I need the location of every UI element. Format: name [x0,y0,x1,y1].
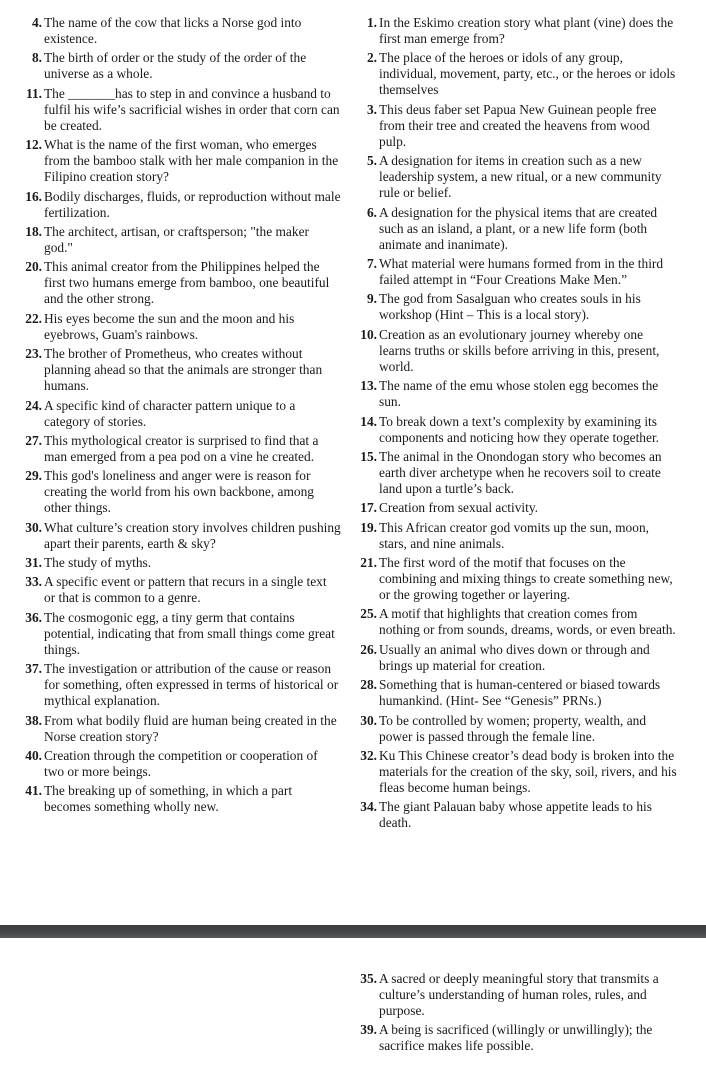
clue-text: Something that is human-centered or biased towards humankind. (Hint- See “Genesis” PRNs.) [379,677,661,709]
clue-item [21,748,341,780]
clue-item [356,520,678,552]
clue-text: The animal in the Onondogan story who becomes an earth diver archetype when he recovers soil to create land upon a turtle’s back. [379,448,662,496]
right-clue-column-bottom [356,971,678,1058]
clue-number: 17. [360,500,377,516]
clue-text: A being is sacrificed (willingly or unwillingly); the sacrifice makes life possible. [379,1022,653,1054]
clue-text: The brother of Prometheus, who creates without planning ahead so that the animals are stronger than humans. [44,346,323,394]
clue-number: 35. [360,971,377,986]
clue-number: 23. [25,346,42,362]
clue-text: The cosmogonic egg, a tiny germ that contains potential, indicating that from small things come great things. [44,609,335,657]
clue-number: 33. [25,574,42,590]
clue-item [21,574,341,606]
clue-item [356,153,678,201]
clue-item [21,137,341,185]
clue-item [356,50,678,98]
left-clue-column [21,15,341,819]
clue-number: 14. [360,413,377,429]
clue-item [21,610,341,658]
clue-text: The breaking up of something, in which a part becomes something wholly new. [44,783,293,815]
clue-number: 34. [360,799,377,815]
clue-text: The place of the heroes or idols of any group, individual, movement, party, etc., or the heroes or idols themselves [379,50,676,98]
clue-text: Creation from sexual activity. [379,500,539,516]
clue-number: 30. [25,519,42,535]
clue-item [21,661,341,709]
clue-number: 39. [360,1022,377,1038]
clue-item [21,783,341,815]
clue-number: 12. [25,137,42,153]
clue-text: The god from Sasalguan who creates souls in his workshop (Hint – This is a local story). [379,291,641,323]
clue-number: 22. [25,310,42,326]
clue-number: 25. [360,606,377,622]
clue-text: The giant Palauan baby whose appetite leads to his death. [379,799,652,831]
clue-text: This African creator god vomits up the sun, moon, stars, and nine animals. [379,519,649,551]
clue-text: Ku This Chinese creator’s dead body is broken into the materials for the creation of the sky, soil, rivers, and his fleas become human beings. [379,748,677,796]
clue-item [21,346,341,394]
clue-text: This animal creator from the Philippines helped the first two humans emerge from bamboo, one beautiful and the other strong. [44,259,330,307]
clue-number: 10. [360,326,377,342]
clue-number: 3. [366,101,377,117]
clue-item [21,224,341,256]
clue-number: 38. [25,712,42,728]
clue-text: A motif that highlights that creation comes from nothing or from sounds, dreams, words, or even breath. [379,606,676,638]
clue-text: Creation through the competition or cooperation of two or more beings. [44,748,318,780]
clue-item [21,50,341,82]
clue-text: What material were humans formed from in the third failed attempt in “Four Creations Make Men.” [379,255,664,287]
clue-number: 11. [26,85,42,101]
clue-item [356,606,678,638]
clue-item [21,713,341,745]
clue-number: 15. [360,448,377,464]
clue-text: Usually an animal who dives down or through and brings up material for creation. [379,641,650,673]
clue-number: 32. [360,748,377,764]
clue-item [356,799,678,831]
clue-text: Creation as an evolutionary journey whereby one learns truths or skills before arriving in this, present, world. [379,326,660,374]
clue-item [356,1022,678,1054]
clue-text: From what bodily fluid are human being created in the Norse creation story? [44,712,337,744]
clue-number: 30. [360,712,377,728]
clue-item [356,642,678,674]
page-divider [0,925,706,938]
clue-number: 36. [25,609,42,625]
clue-text: This deus faber set Papua New Guinean people free from their tree and created the heavens from wood pulp. [379,101,657,149]
clue-number: 31. [25,555,42,571]
clue-item [21,259,341,307]
clue-text: The name of the cow that licks a Norse god into existence. [44,15,302,46]
clue-number: 24. [25,397,42,413]
clue-number: 29. [25,468,42,484]
clue-item [21,189,341,221]
clue-text: This mythological creator is surprised to find that a man emerged from a pea pod on a vine he created. [44,432,319,464]
clue-item [356,256,678,288]
clue-text: The birth of order or the study of the order of the universe as a whole. [44,50,307,82]
clue-item [356,291,678,323]
clue-text: A specific event or pattern that recurs in a single text or that is common to a genre. [44,574,327,606]
clue-number: 21. [360,555,377,571]
clue-text: A sacred or deeply meaningful story that transmits a culture’s understanding of human roles, rules, and purpose. [379,971,659,1018]
clue-item [356,555,678,603]
clue-item [21,86,341,134]
clue-number: 4. [31,15,42,30]
clue-text: What is the name of the first woman, who emerges from the bamboo stalk with her male companion in the Filipino creation story? [44,137,339,185]
clue-number: 18. [25,223,42,239]
clue-text: The _______has to step in and convince a husband to fulfil his wife’s sacrificial wishes in order that corn can be created. [44,85,340,133]
clue-number: 2. [366,50,377,66]
clue-text: The study of myths. [44,555,152,571]
clue-item [356,449,678,497]
clue-number: 28. [360,677,377,693]
clue-number: 13. [360,378,377,394]
clue-item [21,520,341,552]
clue-item [356,102,678,150]
clue-number: 19. [360,519,377,535]
clue-text: This god's loneliness and anger were is reason for creating the world from his own backbone, among other things. [44,468,314,516]
clue-text: What culture’s creation story involves children pushing apart their parents, earth & sky? [44,519,341,551]
clue-text: A specific kind of character pattern unique to a category of stories. [44,397,296,429]
clue-item [21,311,341,343]
clue-item [356,378,678,410]
clue-number: 5. [366,153,377,169]
clue-text: The investigation or attribution of the cause or reason for something, often expressed in terms of historical or mythical explanation. [44,661,339,709]
clue-item [356,748,678,796]
clue-item [356,713,678,745]
clue-number: 37. [25,661,42,677]
clue-text: Bodily discharges, fluids, or reproduction without male fertilization. [44,188,341,220]
right-clue-column [356,15,678,835]
clue-text: In the Eskimo creation story what plant (vine) does the first man emerge from? [379,15,674,46]
clue-item [21,433,341,465]
clue-number: 6. [366,204,377,220]
clue-text: A designation for the physical items that are created such as an island, a plant, or a new life form (both animate and inanimate). [379,204,658,252]
clue-number: 1. [366,15,377,30]
clue-text: The name of the emu whose stolen egg becomes the sun. [379,378,659,410]
clue-item [356,971,678,1019]
clue-item [356,500,678,516]
clue-item [21,15,341,47]
clue-number: 41. [25,783,42,799]
clue-text: The first word of the motif that focuses on the combining and mixing things to create something new, or the growing together or layering. [379,555,673,603]
clue-item [356,677,678,709]
clue-number: 26. [360,641,377,657]
clue-number: 9. [366,291,377,307]
clue-item [356,414,678,446]
clue-item [21,468,341,516]
clue-text: The architect, artisan, or craftsperson; "the maker god." [44,223,309,255]
clue-number: 8. [31,50,42,66]
clue-item [356,327,678,375]
clue-number: 20. [25,259,42,275]
clue-text: To break down a text’s complexity by examining its components and noticing how they operate together. [379,413,660,445]
clue-item [21,555,341,571]
clue-item [21,398,341,430]
clue-number: 7. [366,255,377,271]
clue-item [356,15,678,47]
clue-item [356,205,678,253]
clue-text: A designation for items in creation such as a new leadership system, a new ritual, or a new community rule or belief. [379,153,662,201]
clue-number: 27. [25,432,42,448]
clue-number: 40. [25,748,42,764]
clue-text: His eyes become the sun and the moon and his eyebrows, Guam's rainbows. [44,310,295,342]
clue-number: 16. [25,188,42,204]
clue-text: To be controlled by women; property, wealth, and power is passed through the female line. [379,712,647,744]
